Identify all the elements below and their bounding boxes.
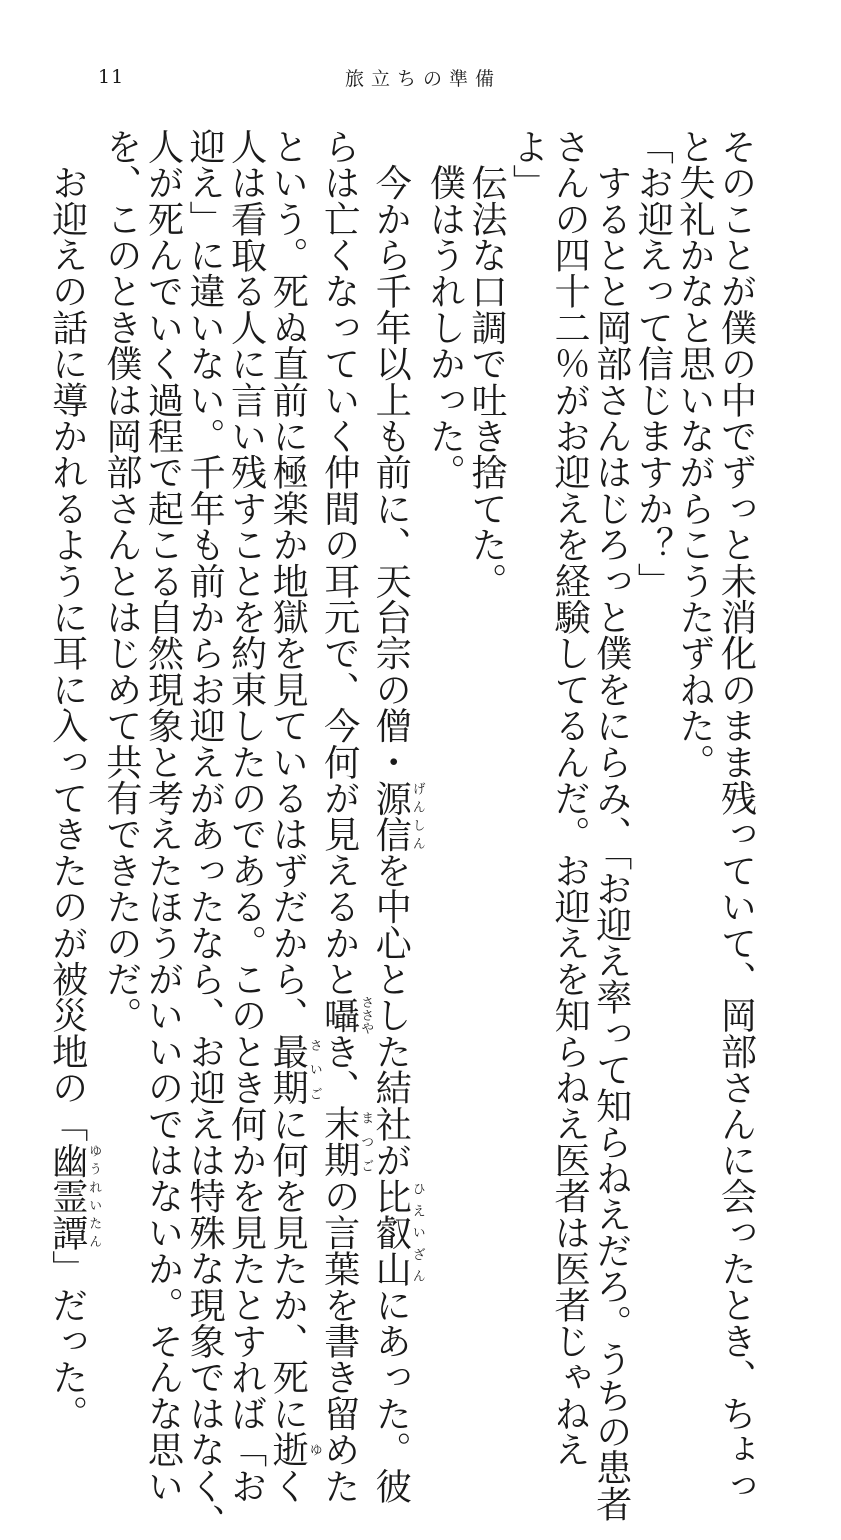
ruby-annotation <box>318 1105 374 1178</box>
text-run: き、 <box>318 1033 362 1106</box>
page-number: 11 <box>98 66 125 88</box>
paragraph <box>46 128 102 1432</box>
ruby-annotation <box>318 995 374 1035</box>
paragraph: 僕はうれしかった。 <box>423 128 467 490</box>
paragraph: そのことが僕の中でずっと未消化のまま残っていて、岡部さんに会ったとき、ちょっ と失礼かなと思いながらこうたずねた。 <box>673 128 758 1504</box>
text-run: 」だった。 <box>46 1250 90 1432</box>
ruby-reading: ゆ <box>306 1431 322 1468</box>
text-run: を中心とした結社が <box>369 852 413 1178</box>
ruby-reading: ゆうれいたん <box>86 1141 102 1251</box>
ruby-reading: ささや <box>358 995 374 1035</box>
text-run: に何を見たか、死に <box>266 1105 310 1432</box>
text-run: く 人は看取る人に言い残すことを約束したのである。このとき何かを見たとすれば「お 迎え」に違いない。千年も前からお迎えがあったなら、お迎えは特殊な現象ではなく、 人が死んでいく過程で起こる自然現象と考えたほうがいいのではないか。そんな思い を、このとき僕は岡部さんとはじめて共有できたのだ。 <box>100 128 310 1540</box>
ruby-annotation <box>369 1177 425 1287</box>
ruby-base: 比叡山 <box>369 1177 413 1287</box>
ruby-reading: まつご <box>358 1105 374 1178</box>
text-run: の言葉を書き留めた という。死ぬ直前に極楽か地獄を見ているはずだから、 <box>266 128 362 1504</box>
ruby-annotation <box>46 1141 102 1251</box>
text-run: お迎えの話に導かれるように耳に入ってきたのが被災地の「 <box>46 128 90 1142</box>
ruby-base: 囁 <box>318 995 362 1035</box>
paragraph <box>100 128 425 1540</box>
paragraph: するとと岡部さんはじろっと僕をにらみ、「お迎え率って知らねえだろ。うちの患者 さんの四十二％がお迎えを経験してるんだ。お迎えを知らねえ医者は医者じゃねえ よ」 <box>507 128 634 1522</box>
body-text <box>46 128 758 1540</box>
ruby-base: 末期 <box>318 1105 362 1178</box>
ruby-annotation <box>266 1033 322 1106</box>
ruby-reading: ひえいざん <box>409 1177 425 1287</box>
text-run: にあった。彼 らは亡くなっていく仲間の耳元で、今何が見えるかと <box>318 128 413 1504</box>
ruby-annotation <box>266 1431 322 1468</box>
chapter-title: 旅立ちの準備 <box>345 68 502 90</box>
ruby-base: 逝 <box>266 1431 310 1468</box>
ruby-base: 源信 <box>369 779 413 853</box>
ruby-base: 幽霊譚 <box>46 1141 90 1251</box>
ruby-reading: さいご <box>306 1033 322 1106</box>
ruby-reading: げんしん <box>409 779 425 853</box>
paragraph: 伝法な口調で吐き捨てた。 <box>465 128 509 599</box>
ruby-annotation <box>369 779 425 853</box>
text-run: 今から千年以上も前に、天台宗の僧・ <box>369 128 413 780</box>
ruby-base: 最期 <box>266 1033 310 1106</box>
paragraph: 「お迎えって信じますか？」 <box>631 128 675 599</box>
